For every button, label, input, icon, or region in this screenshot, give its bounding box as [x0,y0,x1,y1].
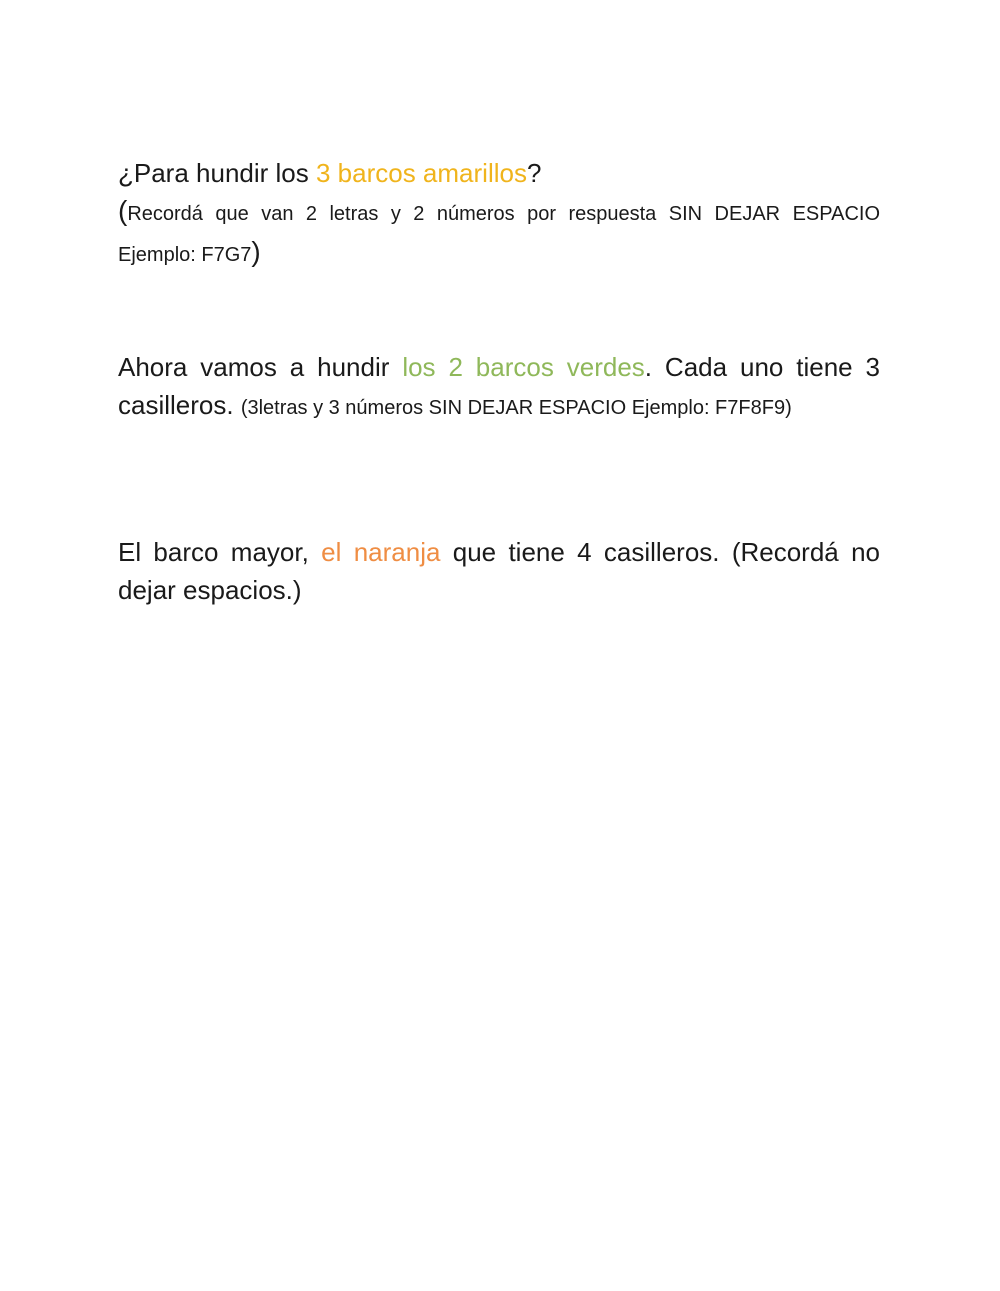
question-green-text [118,348,880,427]
green-ships-highlight: los 2 barcos verdes [402,352,645,382]
question-text: ¿Para hundir los [118,158,316,188]
question-text: Ahora vamos a hundir [118,352,403,382]
note-close-paren: ) [251,236,261,267]
question-orange-ship [118,533,880,609]
question-yellow-note [118,192,880,274]
note-text: Recordá que van 2 letras y 2 números por respuesta SIN DEJAR ESPACIO Ejemplo: F7G7 [118,203,880,266]
question-orange-text [118,533,880,609]
question-text-end: que tiene 4 casilleros. (Recordá no dejar espacios.) [118,537,880,605]
question-yellow-ships [118,154,880,274]
question-yellow-title [118,154,880,192]
yellow-ships-highlight: 3 barcos amarillos [315,158,527,188]
question-green-ships [118,348,880,427]
question-text: El barco mayor, [118,537,322,567]
orange-ship-highlight: el naranja [321,537,441,567]
note-open-paren: ( [118,195,128,226]
question-text-end: ? [526,158,542,188]
note-text: (3letras y 3 números SIN DEJAR ESPACIO Ejemplo: F7F8F9) [240,397,792,419]
question-text-mid: . Cada uno tiene 3 casilleros. [118,352,881,420]
